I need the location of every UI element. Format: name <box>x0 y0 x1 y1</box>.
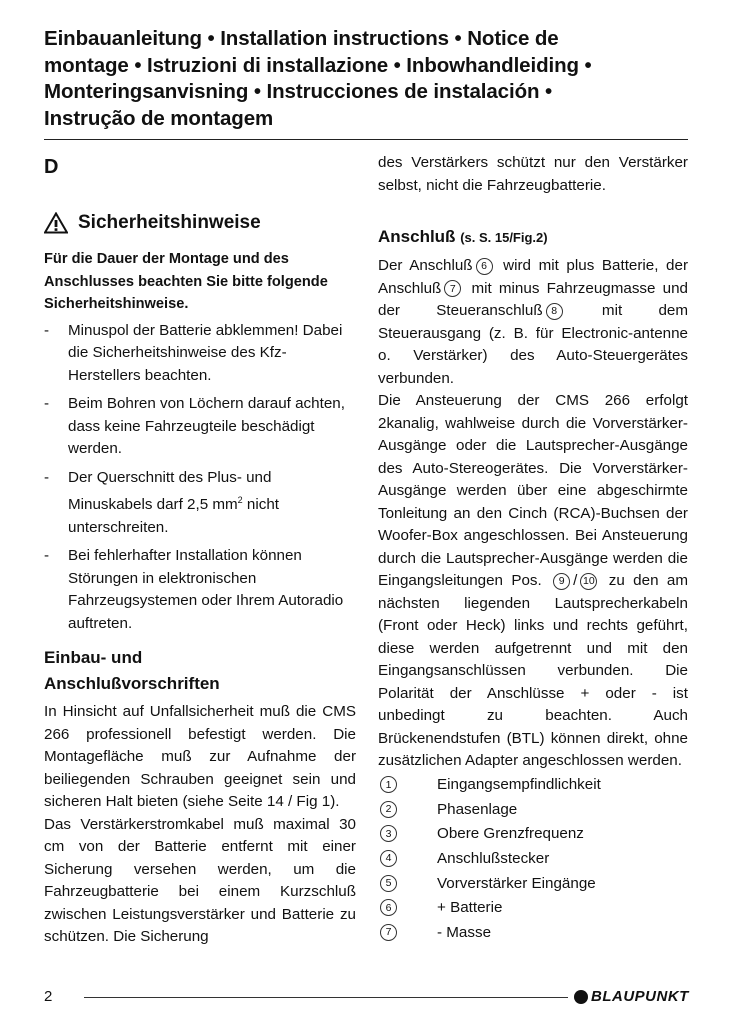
text-run: mit minus Fahrzeugmasse und der Steueranschluß <box>378 279 688 319</box>
legend-number: 2 <box>380 801 397 818</box>
legend-number: 7 <box>380 924 397 941</box>
legend-number: 3 <box>380 825 397 842</box>
position-number: 9 <box>553 573 570 590</box>
legend-number: 1 <box>380 776 397 793</box>
install-heading <box>44 645 356 697</box>
superscript: 2 <box>237 495 243 505</box>
title-line-3: Monteringsanvisning • Instrucciones de instalación • <box>44 80 553 103</box>
list-item <box>44 320 356 388</box>
title-line-2: montage • Istruzioni di installazione • Inbowhandleiding • <box>44 53 592 77</box>
safety-list <box>44 320 356 636</box>
warning-triangle-icon <box>44 212 68 234</box>
legend-list <box>378 773 688 945</box>
bullet-dash: - <box>44 395 50 412</box>
list-item <box>44 393 356 461</box>
logo-dot-icon <box>574 990 588 1004</box>
page-number: 2 <box>44 988 53 1005</box>
connection-heading <box>378 227 688 247</box>
install-paragraph-2: Das Verstärkerstromkabel muß maximal 30 cm von der Batterie entfernt mit einer Sicherung versehen werden, um die Fahrzeugbatterie bei einem Kurzschluß zwischen Leistungsverstärker und Batterie zu schützen. Die Sicherung <box>44 815 356 946</box>
footer-divider <box>84 997 568 998</box>
safety-heading-text: Sicherheitshinweise <box>78 212 261 233</box>
legend-item <box>378 871 688 896</box>
install-heading-line-2: Anschlußvorschriften <box>44 674 220 694</box>
connection-paragraph-2 <box>378 390 688 773</box>
legend-label: Eingangsempfindlichkeit <box>437 776 601 794</box>
legend-item <box>378 846 688 871</box>
position-number: 6 <box>476 258 493 275</box>
text-run: zu den am nächsten liegenden Lautsprecherkabeln (Front oder Heck) links und rechts geführt, diese werden aufgetrennt und mit den Eingangsanschlüssen verbunden. Die Polarität der Anschlüsse + oder - ist unbedingt zu beachten. Auch Brückenendstufen (BTL) können direkt, ohne zusätzlichen Adapter angeschlossen werden. <box>378 572 688 769</box>
brand-logo <box>574 988 689 1005</box>
connection-heading-text: Anschluß <box>378 227 456 246</box>
legend-label: Vorverstärker Eingänge <box>437 874 596 892</box>
position-number: 8 <box>546 303 563 320</box>
figure-reference: (s. S. 15/Fig.2) <box>460 230 548 245</box>
header-divider <box>44 139 688 140</box>
legend-number: 4 <box>380 850 397 867</box>
text-run: mit dem Steuerausgang (z. B. für Electronic-antenne o. Verstärker) des Auto-Steuergerätes verbunden. <box>378 302 688 387</box>
legend-label: Anschlußstecker <box>437 850 550 868</box>
install-heading-line-1: Einbau- und <box>44 648 143 668</box>
list-item <box>44 545 356 635</box>
install-paragraph-1: In Hinsicht auf Unfallsicherheit muß die CMS 266 professionell befestigt werden. Die Montagefläche muß zur Aufnahme der beiliegenden Schrauben geeignet sein und sicheren Halt bieten (siehe Seite 14 / Fig 1). <box>44 703 356 811</box>
connection-paragraph-1 <box>378 255 688 390</box>
title-line-4: Instrução de montagem <box>44 106 274 130</box>
text-run: Die Ansteuerung der CMS 266 erfolgt 2kanalig, wahlweise durch die Vorverstärker-Ausgänge oder die Lautsprecher-Ausgänge des Auto-Stereogerätes. Die Vorverstärker-Ausgänge werden über eine abgeschirmte Tonleitung an den Cinch (RCA)-Buchsen der Woofer-Box angeschlossen. Bei Ansteuerung durch die Lautsprecher-Ausgänge werden die Eingangsleitungen Pos. <box>378 392 688 589</box>
list-item-text-end: nicht unterschreiten. <box>68 496 279 536</box>
safety-intro: Für die Dauer der Montage und des Anschlusses beachten Sie bitte folgende Sicherheitshinweise. <box>44 251 328 312</box>
legend-label: - Masse <box>437 923 492 941</box>
text-run: Der Anschluß <box>378 257 473 274</box>
legend-item <box>378 773 688 798</box>
legend-label: + Batterie <box>437 899 503 917</box>
position-number: 10 <box>580 573 597 590</box>
legend-number: 5 <box>380 875 397 892</box>
legend-label: Obere Grenzfrequenz <box>437 825 584 843</box>
position-number: 7 <box>444 280 461 297</box>
legend-item <box>378 822 688 847</box>
continuation-paragraph: des Verstärkers schützt nur den Verstärker selbst, nicht die Fahrzeugbatterie. <box>378 154 688 194</box>
list-item-text: Beim Bohren von Löchern darauf achten, dass keine Fahrzeugteile beschädigt werden. <box>68 395 345 457</box>
bullet-dash: - <box>44 468 50 486</box>
list-item-text: Bei fehlerhafter Installation können Störungen in elektronischen Fahrzeugsystemen oder Ihrem Autoradio auftreten. <box>68 547 344 632</box>
list-item <box>44 467 356 540</box>
legend-number: 6 <box>380 899 397 916</box>
left-column <box>44 152 356 949</box>
right-column <box>378 152 688 945</box>
legend-item <box>378 797 688 822</box>
title-line-1: Einbauanleitung • Installation instructions • Notice de <box>44 27 559 50</box>
list-item-text: Der Querschnitt des Plus- und Minuskabels darf 2,5 mm <box>68 468 272 514</box>
bullet-dash: - <box>44 547 50 565</box>
safety-heading <box>44 210 356 236</box>
legend-item <box>378 920 688 945</box>
text-run: wird mit plus Batterie, der Anschluß <box>378 257 688 297</box>
language-section-letter: D <box>44 156 59 178</box>
legend-item <box>378 895 688 920</box>
brand-name: BLAUPUNKT <box>591 988 689 1005</box>
list-item-text: Minuspol der Batterie abklemmen! Dabei die Sicherheitshinweise des Kfz- Herstellers beachten. <box>68 321 343 384</box>
separator: / <box>573 572 578 589</box>
legend-label: Phasenlage <box>437 800 518 818</box>
page-title <box>44 26 690 132</box>
bullet-dash: - <box>44 321 50 339</box>
